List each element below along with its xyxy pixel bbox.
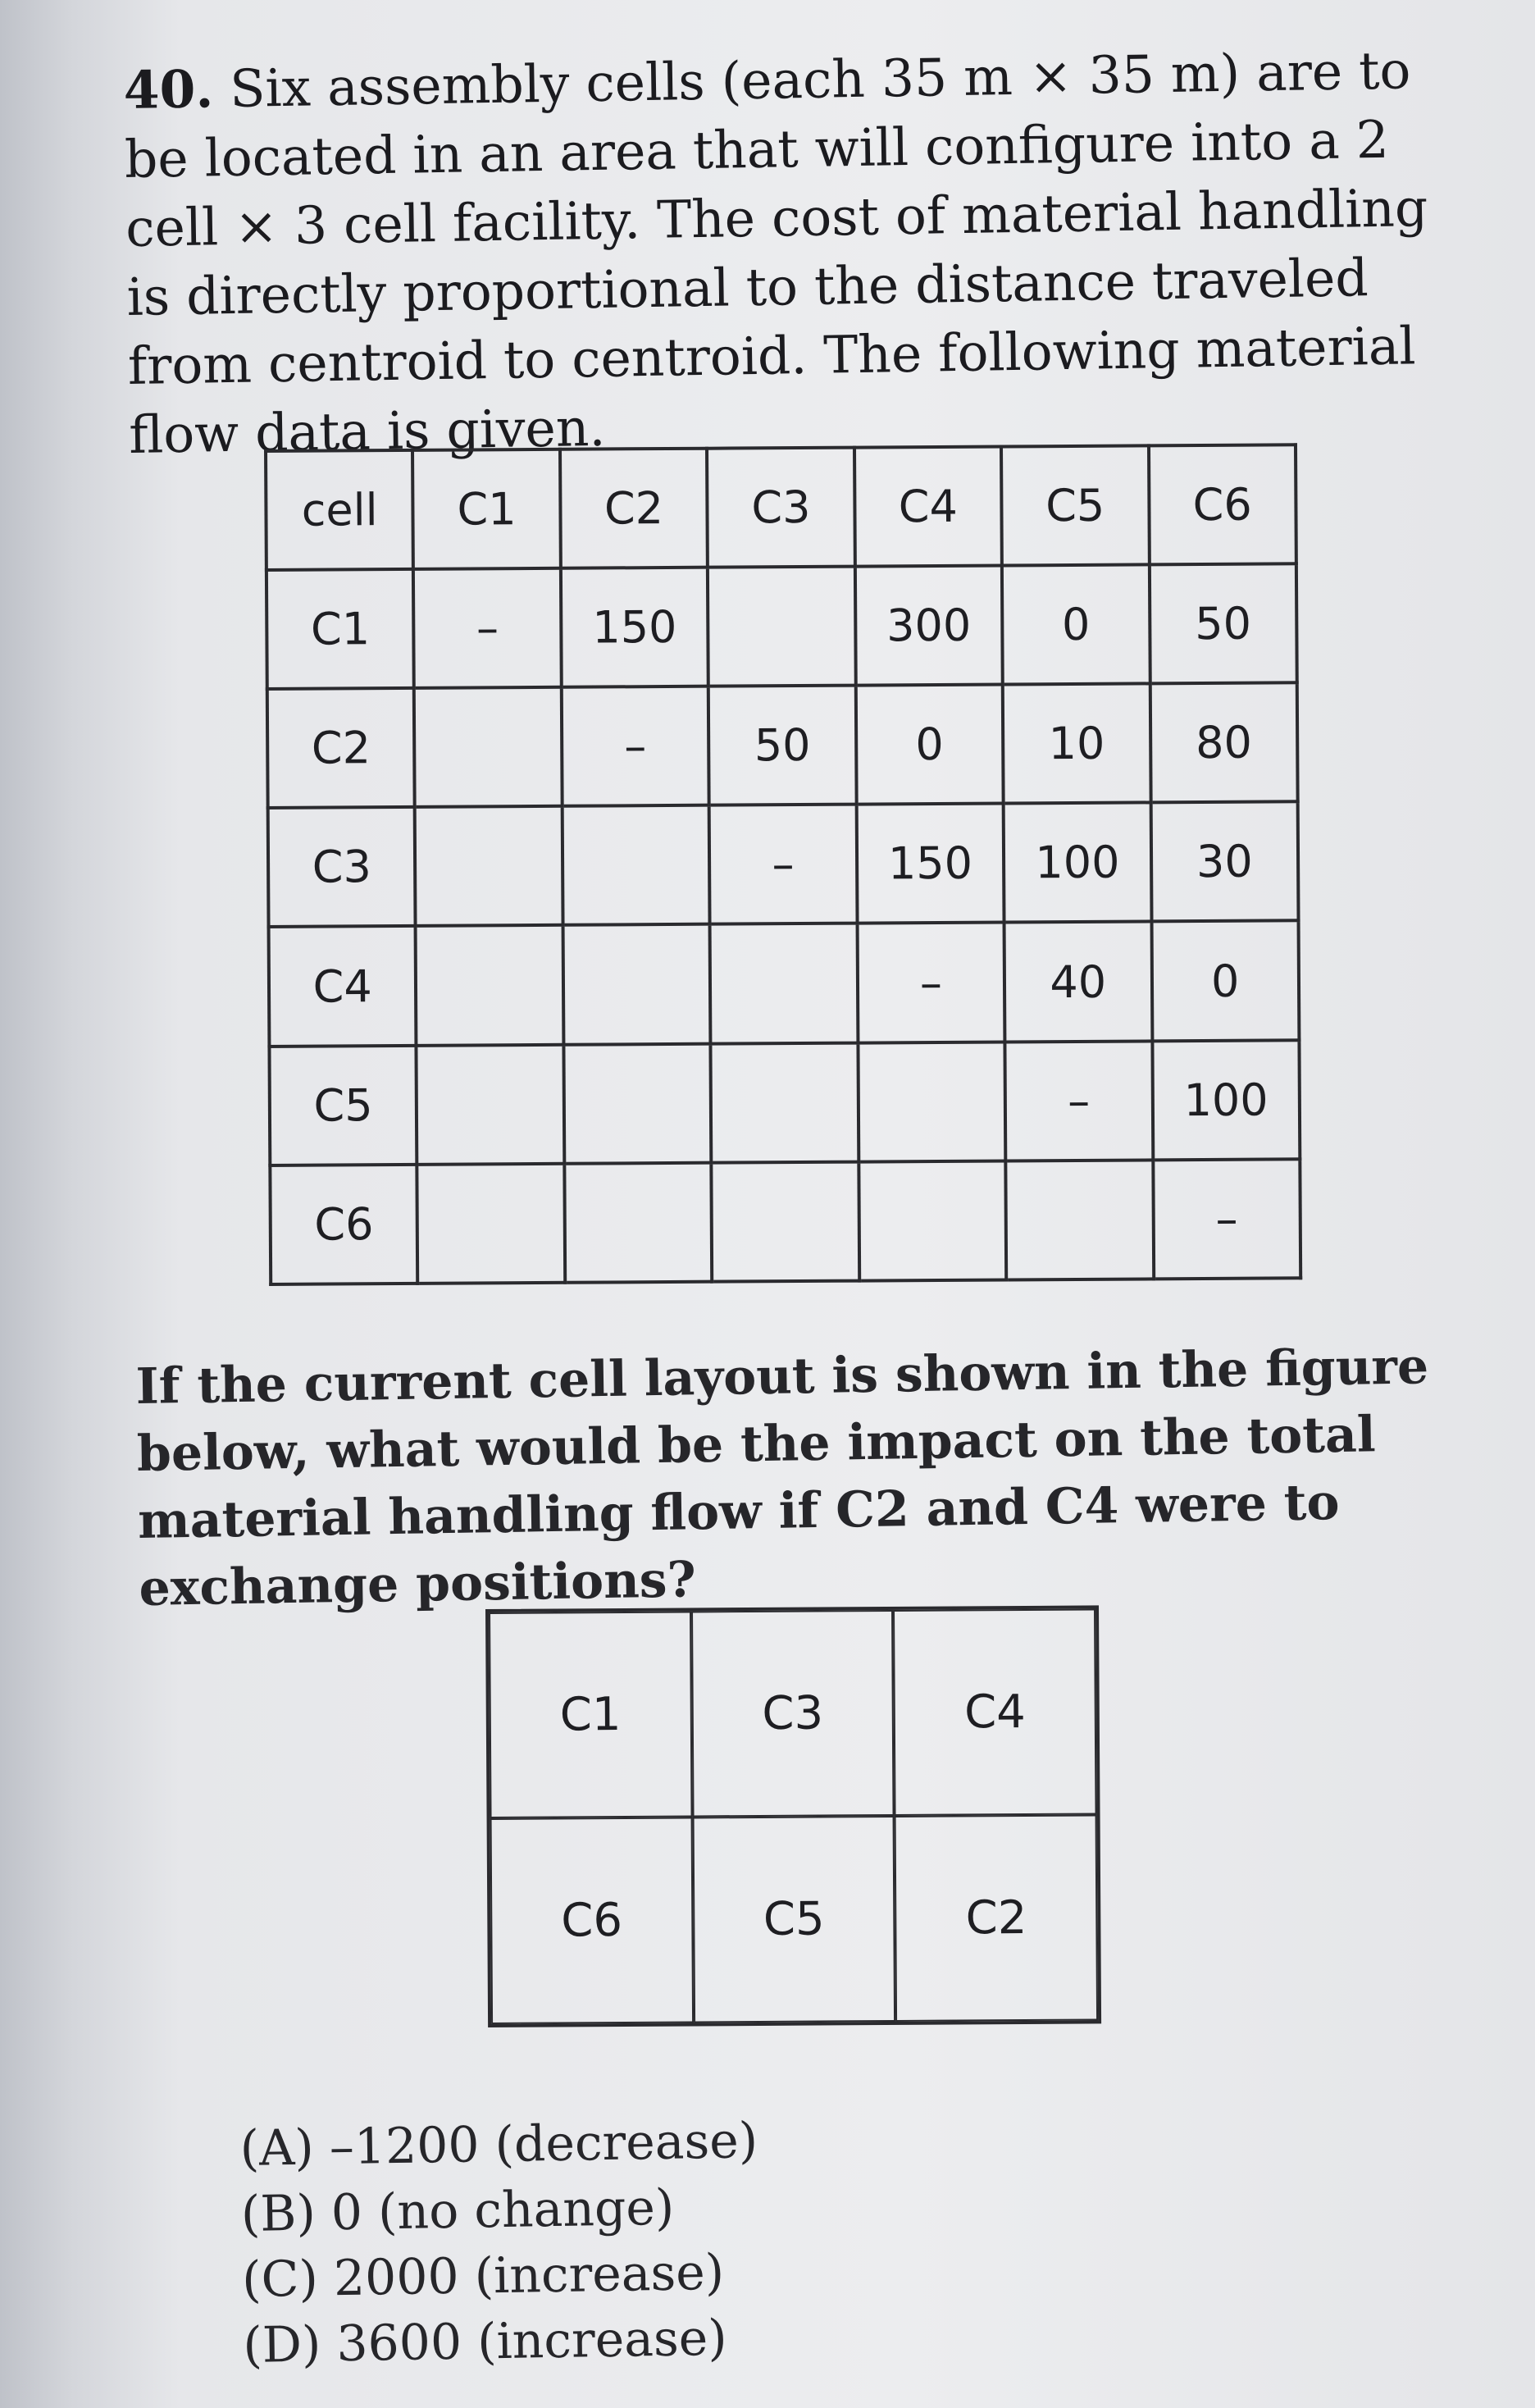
problem-text: Six assembly cells (each 35 m × 35 m) are to be located in an area that will configure into a 2 cell × 3 cell facility. The cost of material handling is directly proportional to the distance traveled from centroid to centroid. The following material flow data is given. — [124, 40, 1428, 465]
table-cell: – — [413, 568, 561, 688]
column-header: C2 — [560, 449, 708, 568]
table-cell — [711, 1042, 859, 1162]
table-cell: 150 — [856, 804, 1004, 924]
layout-cell: C4 — [893, 1608, 1096, 1816]
table-cell: – — [1153, 1159, 1300, 1279]
table-cell: 80 — [1150, 682, 1297, 802]
table-cell: C6 — [270, 1165, 417, 1284]
table-cell: 100 — [1004, 803, 1151, 923]
material-flow-table — [264, 443, 1302, 1286]
layout-cell: C2 — [895, 1814, 1098, 2022]
table-cell — [1005, 1160, 1153, 1279]
table-cell: – — [1005, 1041, 1153, 1161]
table-cell: 30 — [1150, 802, 1298, 922]
table-cell — [712, 1161, 859, 1281]
table-cell: 100 — [1152, 1040, 1300, 1160]
problem-number: 40. — [123, 58, 214, 121]
option-c: (C) 2000 (increase) — [241, 2243, 725, 2309]
table-cell — [563, 805, 710, 925]
table-cell: 150 — [561, 568, 708, 687]
layout-cell: C6 — [490, 1817, 694, 2024]
table-cell: C5 — [269, 1046, 417, 1165]
table-cell — [417, 1164, 565, 1284]
table-cell: C2 — [267, 688, 415, 808]
option-a: (A) –1200 (decrease) — [239, 2112, 758, 2178]
layout-cell: C3 — [691, 1610, 895, 1817]
table-cell — [563, 924, 710, 1044]
table-cell: C4 — [269, 926, 417, 1046]
column-header: C4 — [854, 447, 1002, 567]
column-header: C3 — [707, 448, 854, 568]
table-cell — [563, 1043, 711, 1163]
table-cell — [414, 687, 562, 807]
table-cell: 0 — [1002, 564, 1150, 684]
column-header: C5 — [1001, 445, 1149, 565]
table-cell — [858, 1042, 1005, 1161]
table-cell: C1 — [266, 569, 414, 689]
layout-cell: C1 — [489, 1611, 692, 1818]
table-cell: – — [709, 805, 857, 924]
table-cell: 0 — [855, 685, 1003, 805]
question-text — [135, 1333, 1468, 1622]
table-cell: 300 — [855, 566, 1003, 686]
table-cell: 50 — [1149, 563, 1296, 683]
problem-statement — [123, 35, 1458, 470]
table-header-row — [266, 445, 1296, 570]
table-row — [270, 1159, 1300, 1284]
table-cell: 10 — [1003, 684, 1150, 804]
option-b: (B) 0 (no change) — [240, 2178, 675, 2243]
column-header: cell — [266, 450, 413, 570]
table-cell — [415, 806, 563, 926]
question-paragraph: If the current cell layout is shown in the figure below, what would be the impact on the total material handling flow if C2 and C4 were to exchange positions? — [135, 1338, 1429, 1617]
table-cell: C3 — [268, 807, 416, 927]
table-cell: 0 — [1151, 921, 1299, 1041]
table-row — [269, 921, 1300, 1047]
column-header: C6 — [1149, 445, 1296, 564]
option-d: (D) 3600 (increase) — [242, 2309, 728, 2374]
table-cell: – — [857, 923, 1004, 1042]
table-cell — [708, 567, 855, 686]
table-cell: 40 — [1004, 922, 1152, 1042]
table-row — [267, 682, 1298, 808]
table-cell — [710, 924, 858, 1043]
table-row — [269, 1040, 1300, 1165]
table-cell: 50 — [708, 686, 856, 805]
table-cell — [416, 925, 563, 1045]
layout-cell: C5 — [692, 1816, 895, 2023]
table-cell — [859, 1161, 1006, 1280]
table-cell: – — [562, 686, 709, 806]
table-row — [266, 563, 1297, 689]
table-cell — [564, 1162, 712, 1282]
cell-layout-figure — [485, 1605, 1101, 2027]
table-cell — [417, 1044, 564, 1164]
answer-options — [239, 2108, 762, 2378]
table-row — [268, 802, 1299, 928]
column-header: C1 — [412, 449, 560, 569]
